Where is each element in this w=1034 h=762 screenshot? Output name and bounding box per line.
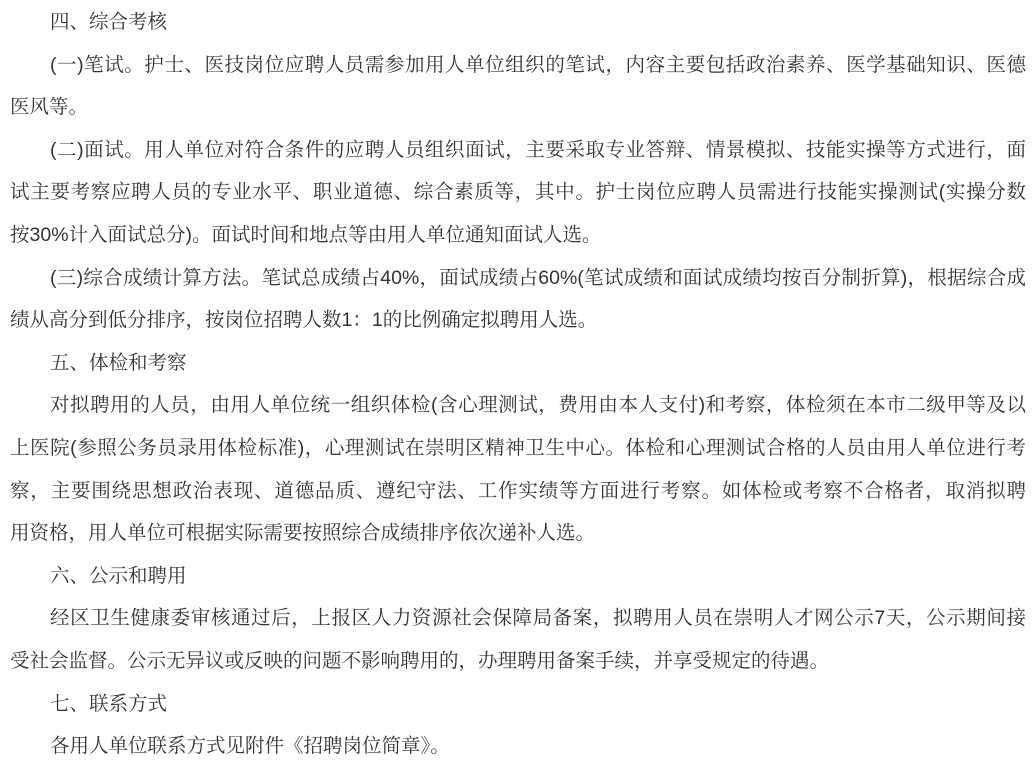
paragraph-publicity: [10, 606, 1026, 673]
section-heading: 六、公示和聘用: [50, 564, 187, 587]
paragraph-line: 按30%计入面试总分)。面试时间和地点等由用人单位通知面试人选。: [10, 223, 602, 246]
section-heading: 四、综合考核: [50, 11, 168, 33]
paragraph-line: (二)面试。用人单位对符合条件的应聘人员组织面试，主要采取专业答辩、情景模拟、技能实操等方式进行，面: [50, 138, 1026, 161]
paragraph-line: 经区卫生健康委审核通过后，上报区人力资源社会保障局备案，拟聘用人员在崇明人才网公示7天，公示期间接: [50, 607, 1026, 630]
section-contact-info: [10, 692, 1026, 759]
paragraph-line: 对拟聘用的人员，由用人单位统一组织体检(含心理测试，费用由本人支付)和考察，体检须在本市二级甲等及以: [50, 394, 1026, 417]
paragraph-line: 察，主要围绕思想政治表现、道德品质、遵纪守法、工作实绩等方面进行考察。如体检或考察不合格者，取消拟聘: [10, 479, 1026, 502]
section-heading: 七、联系方式: [50, 692, 168, 715]
section-physical-exam-and-inspection: [10, 351, 1026, 545]
paragraph-line: 用资格，用人单位可根据实际需要按照综合成绩排序依次递补人选。: [10, 522, 596, 545]
paragraph-written-test: [10, 53, 1026, 120]
paragraph-line: 试主要考察应聘人员的专业水平、职业道德、综合素质等，其中。护士岗位应聘人员需进行技能实操测试(实操分数: [10, 181, 1026, 204]
section-publicity-and-employment: [10, 564, 1026, 673]
paragraph-interview: [10, 138, 1026, 247]
paragraph-line: 医风等。: [10, 96, 89, 119]
paragraph-contact: [10, 734, 1026, 758]
section-heading: 五、体检和考察: [50, 351, 187, 374]
paragraph-line: 受社会监督。公示无异议或反映的问题不影响聘用的，办理聘用备案手续，并享受规定的待遇。: [10, 649, 830, 672]
paragraph-line: 各用人单位联系方式见附件《招聘岗位简章》。: [50, 735, 450, 758]
paragraph-physical-exam: [10, 393, 1026, 545]
paragraph-line: 绩从高分到低分排序，按岗位招聘人数1：1的比例确定拟聘用人选。: [10, 309, 598, 332]
paragraph-score-calculation: [10, 266, 1026, 333]
paragraph-line: (一)笔试。护士、医技岗位应聘人员需参加用人单位组织的笔试，内容主要包括政治素养、医学基础知识、医德: [50, 53, 1026, 76]
paragraph-line: 上医院(参照公务员录用体检标准)，心理测试在崇明区精神卫生中心。体检和心理测试合格的人员由用人单位进行考: [10, 436, 1026, 459]
section-comprehensive-assessment: [10, 10, 1026, 332]
paragraph-line: (三)综合成绩计算方法。笔试总成绩占40%，面试成绩占60%(笔试成绩和面试成绩均按百分制折算)，根据综合成: [50, 266, 1026, 289]
